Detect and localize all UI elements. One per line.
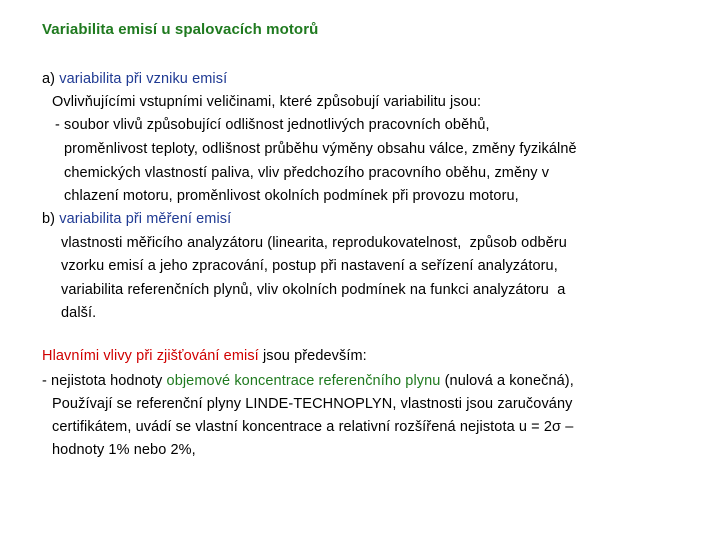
section-b-line: variabilita referenčních plynů, vliv okolních podmínek na funkci analyzátoru a bbox=[61, 282, 566, 298]
section-c-item-tail: (nulová a konečná), bbox=[440, 373, 574, 389]
section-b-line: vzorku emisí a jeho zpracování, postup při nastavení a seřízení analyzátoru, bbox=[61, 258, 558, 274]
section-a-line: - soubor vlivů způsobující odlišnost jednotlivých pracovních oběhů, bbox=[55, 117, 490, 133]
section-b-title: variabilita při měření emisí bbox=[59, 211, 232, 227]
section-a-heading bbox=[42, 70, 227, 88]
section-b-heading bbox=[42, 210, 231, 228]
section-a-line: chlazení motoru, proměnlivost okolních podmínek při provozu motoru, bbox=[64, 188, 519, 204]
section-c-line: hodnoty 1% nebo 2%, bbox=[52, 442, 196, 458]
section-b-line: další. bbox=[61, 305, 97, 321]
section-c-line: Používají se referenční plyny LINDE-TECHNOPLYN, vlastnosti jsou zaručovány bbox=[52, 396, 573, 412]
section-a-line: chemických vlastností paliva, vliv předchozího pracovního oběhu, změny v bbox=[64, 165, 550, 181]
section-a-line: Ovlivňujícími vstupními veličinami, které způsobují variabilitu jsou: bbox=[52, 94, 482, 110]
section-b-prefix: b) bbox=[42, 211, 60, 227]
section-a-line: proměnlivost teploty, odlišnost průběhu výměny obsahu válce, změny fyzikálně bbox=[64, 141, 577, 157]
section-c-heading-tail: jsou především: bbox=[258, 348, 367, 364]
section-a-prefix: a) bbox=[42, 71, 60, 87]
section-c-item-prefix: - nejistota hodnoty bbox=[42, 373, 167, 389]
section-a-title: variabilita při vzniku emisí bbox=[59, 71, 228, 87]
section-c-line: certifikátem, uvádí se vlastní koncentrace a relativní rozšířená nejistota u = 2σ – bbox=[52, 419, 574, 435]
section-c-item-highlight: objemové koncentrace referenčního plynu bbox=[166, 373, 441, 389]
section-c-item bbox=[42, 372, 574, 390]
section-c-title: Hlavními vlivy při zjišťování emisí bbox=[42, 348, 259, 364]
section-c-heading bbox=[42, 347, 367, 365]
slide-title: Variabilita emisí u spalovacích motorů bbox=[42, 21, 319, 38]
section-b-line: vlastnosti měřicího analyzátoru (linearita, reprodukovatelnost, způsob odběru bbox=[61, 235, 567, 251]
